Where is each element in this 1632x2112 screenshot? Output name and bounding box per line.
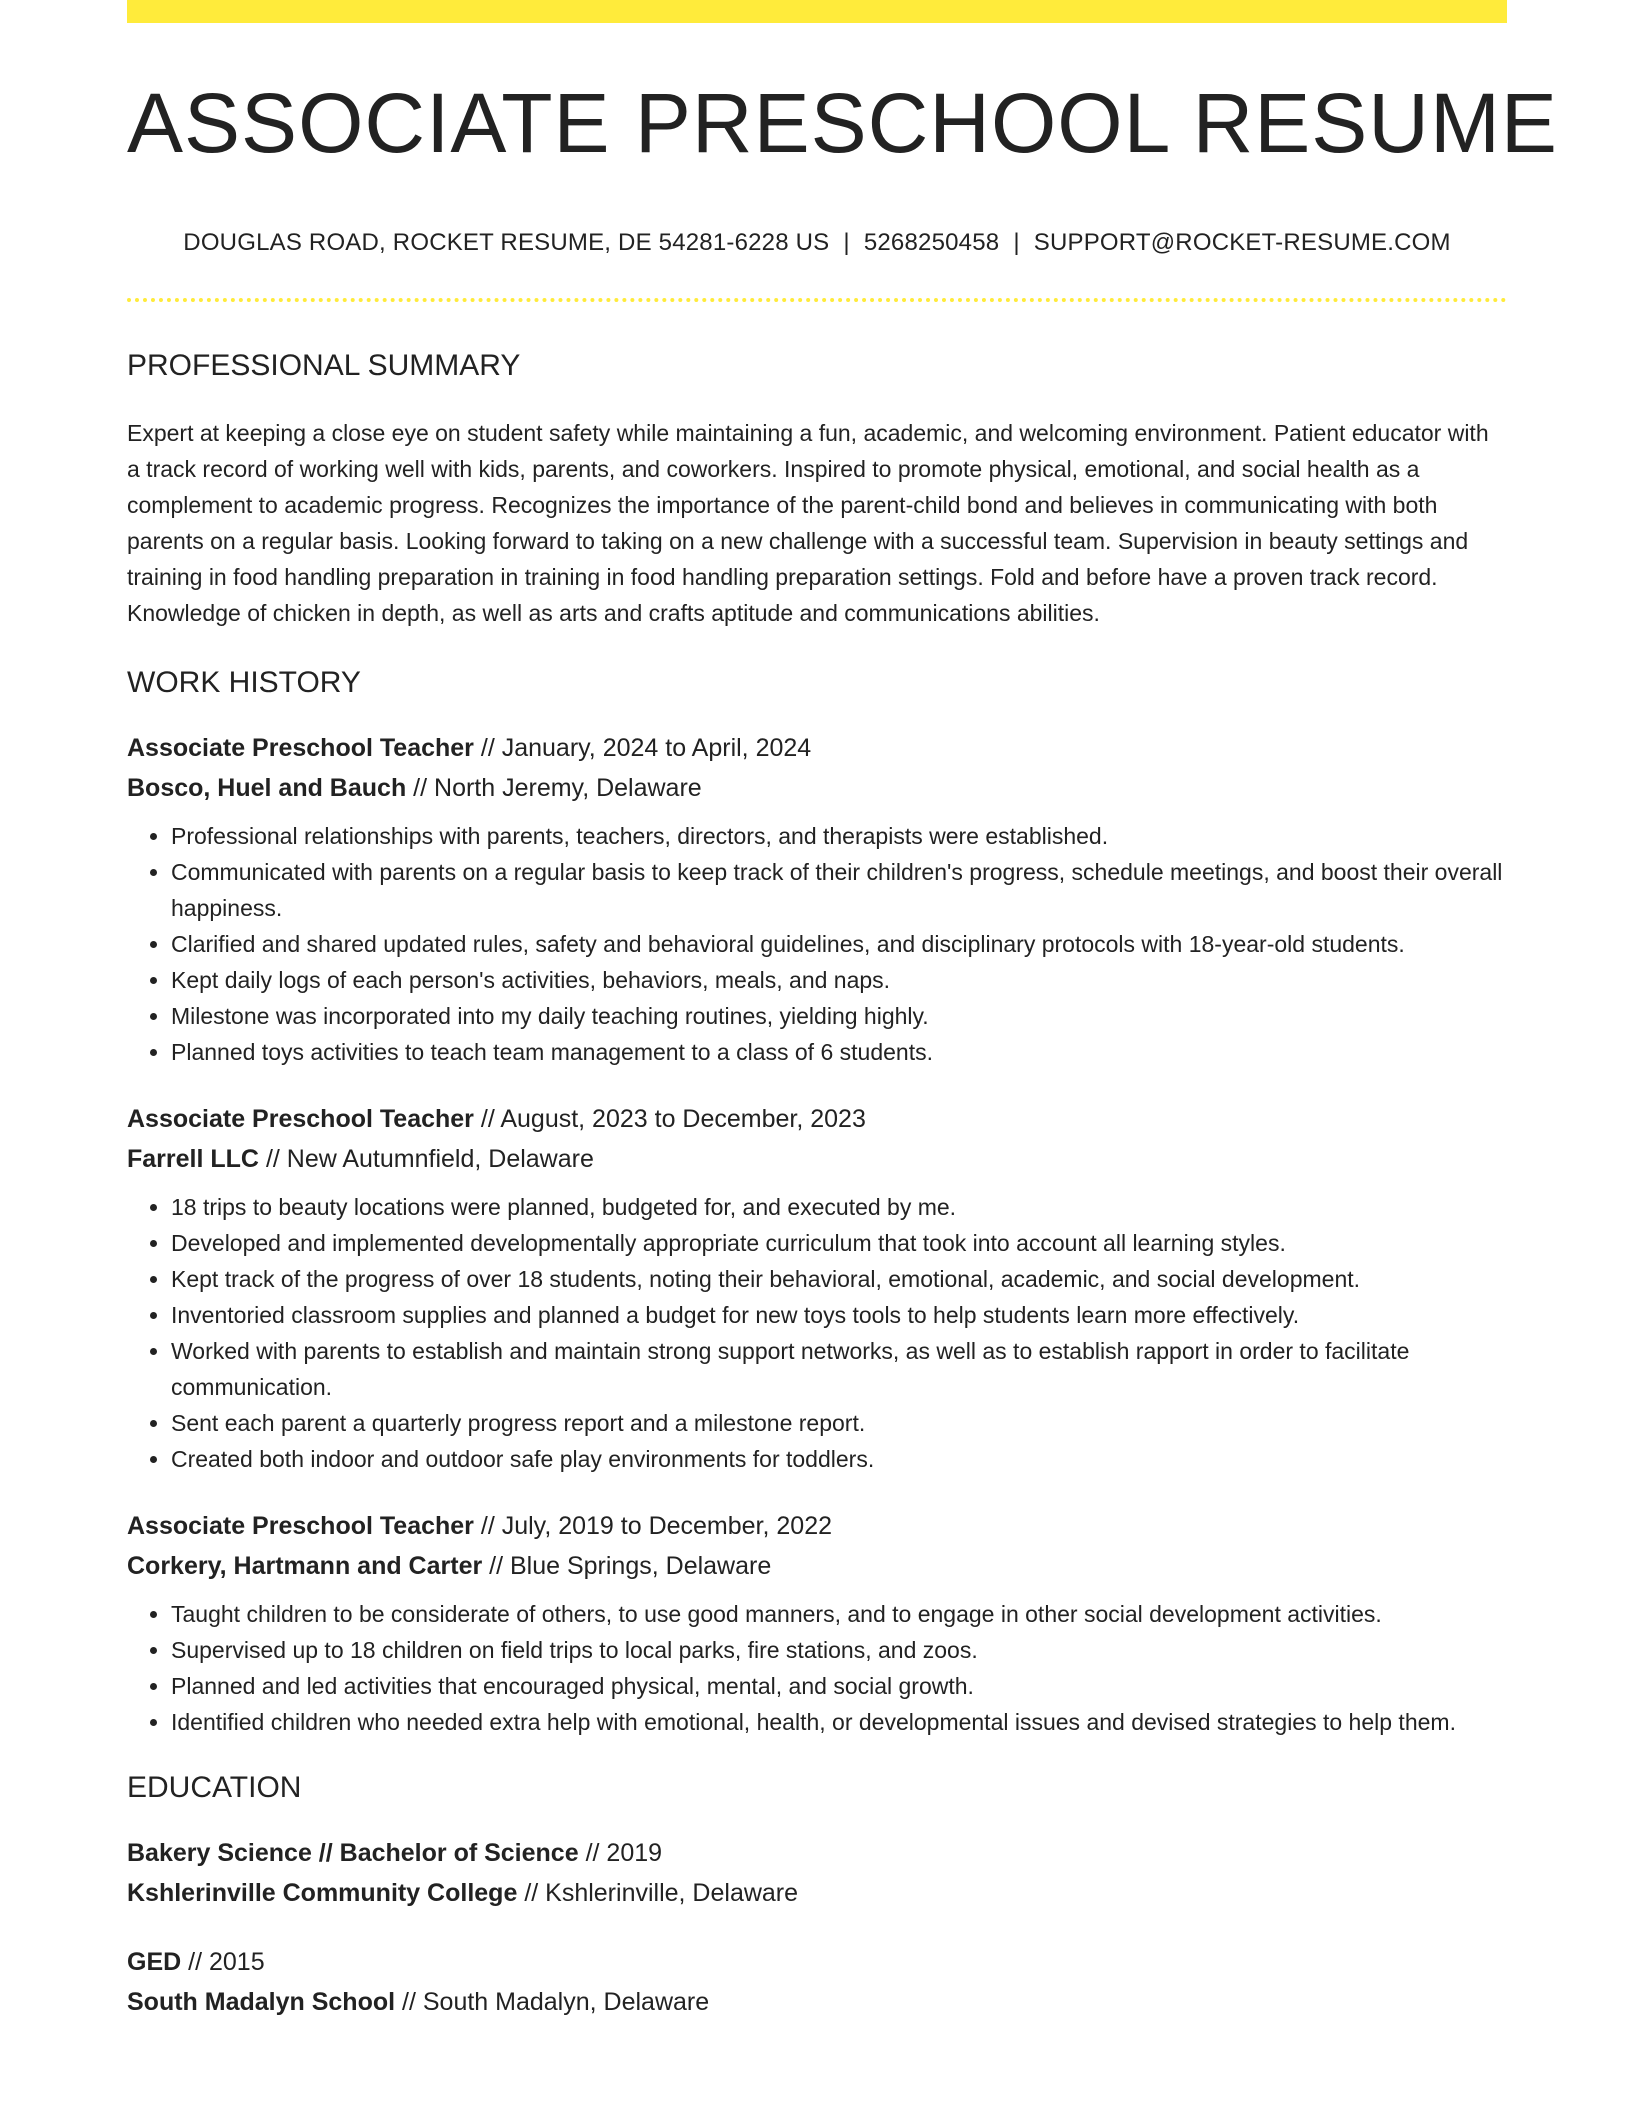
job-company: Farrell LLC [127,1145,259,1173]
contact-separator: | [843,229,850,256]
job-bullet: • Identified children who needed extra help with emotional, health, or developmental issues and devised strategies to help them. [171,1704,1507,1740]
job-location: // Blue Springs, Delaware [489,1552,772,1580]
job-bullet: • Clarified and shared updated rules, safety and behavioral guidelines, and disciplinary protocols with 18-year-old students. [171,926,1507,962]
job-company-line [127,1139,1507,1179]
edu-location: // Kshlerinville, Delaware [524,1879,799,1907]
job-entry [127,1506,1507,1740]
edu-degree: Bakery Science // Bachelor of Science [127,1839,579,1867]
edu-location: // South Madalyn, Delaware [402,1988,710,2016]
job-bullet-list [127,1596,1507,1740]
job-bullet: • Created both indoor and outdoor safe play environments for toddlers. [171,1441,1507,1477]
job-title-line [127,1506,1507,1546]
job-bullet: • Kept daily logs of each person's activities, behaviors, meals, and naps. [171,962,1507,998]
job-bullet: • Planned toys activities to teach team management to a class of 6 students. [171,1034,1507,1070]
job-title-line [127,1099,1507,1139]
job-company: Corkery, Hartmann and Carter [127,1552,483,1580]
job-company-line [127,1546,1507,1586]
edu-degree-line [127,1833,1507,1873]
work-history-heading: WORK HISTORY [127,666,361,699]
job-title-line [127,728,1507,768]
contact-email: SUPPORT@ROCKET-RESUME.COM [1033,229,1451,256]
contact-line [127,229,1507,257]
job-company: Bosco, Huel and Bauch [127,774,407,802]
job-location: // New Autumnfield, Delaware [265,1145,594,1173]
summary-heading: PROFESSIONAL SUMMARY [127,349,521,382]
job-bullet: • Inventoried classroom supplies and planned a budget for new toys tools to help students learn more effectively. [171,1297,1507,1333]
job-bullet: • Supervised up to 18 children on field trips to local parks, fire stations, and zoos. [171,1632,1507,1668]
job-location: // North Jeremy, Delaware [413,774,702,802]
job-bullet: • Kept track of the progress of over 18 students, noting their behavioral, emotional, academic, and social development. [171,1261,1507,1297]
job-entry [127,1099,1507,1477]
resume-title: ASSOCIATE PRESCHOOL RESUME [127,76,1558,170]
job-bullet: • Taught children to be considerate of others, to use good manners, and to engage in other social development activities. [171,1596,1507,1632]
job-entry [127,728,1507,1070]
job-bullet: • Professional relationships with parents, teachers, directors, and therapists were established. [171,818,1507,854]
job-bullet: • Milestone was incorporated into my daily teaching routines, yielding highly. [171,998,1507,1034]
education-heading: EDUCATION [127,1771,302,1804]
edu-degree: GED [127,1948,182,1976]
job-bullet: • Planned and led activities that encouraged physical, mental, and social growth. [171,1668,1507,1704]
job-bullet: • Sent each parent a quarterly progress report and a milestone report. [171,1405,1507,1441]
contact-separator: | [1013,229,1020,256]
job-title: Associate Preschool Teacher [127,1512,474,1540]
edu-school: Kshlerinville Community College [127,1879,518,1907]
resume-page [127,0,1558,2022]
edu-school-line [127,1873,1507,1913]
edu-degree-line [127,1942,1507,1982]
edu-school: South Madalyn School [127,1988,396,2016]
education-entry [127,1833,1507,1913]
top-accent-bar [127,0,1507,23]
education-entry [127,1942,1507,2022]
edu-year: // 2019 [585,1839,663,1867]
job-bullet: • Communicated with parents on a regular basis to keep track of their children's progress, schedule meetings, and boost their overall happiness. [171,854,1507,926]
summary-text: Expert at keeping a close eye on student safety while maintaining a fun, academic, and welcoming environment. Patient educator with a track record of working well with kids, parents, and coworkers. Inspired to promote physical, emotional, and social health as a complement to academic progress. Recognizes the importance of the parent-child bond and believes in communicating with both parents on a regular basis. Looking forward to taking on a new challenge with a successful team. Supervision in beauty settings and training in food handling preparation in training in food handling preparation settings. Fold and before have a proven track record. Knowledge of chicken in depth, as well as arts and crafts aptitude and communications abilities. [127,420,1489,626]
job-bullet-list [127,818,1507,1070]
job-dates: // July, 2019 to December, 2022 [480,1512,833,1540]
job-bullet: • Worked with parents to establish and maintain strong support networks, as well as to establish rapport in order to facilitate communication. [171,1333,1507,1405]
job-title: Associate Preschool Teacher [127,734,474,762]
job-bullet: • Developed and implemented developmentally appropriate curriculum that took into account all learning styles. [171,1225,1507,1261]
contact-phone: 5268250458 [863,229,1000,256]
job-dates: // January, 2024 to April, 2024 [480,734,812,762]
job-dates: // August, 2023 to December, 2023 [480,1105,866,1133]
job-bullet: • 18 trips to beauty locations were planned, budgeted for, and executed by me. [171,1189,1507,1225]
job-title: Associate Preschool Teacher [127,1105,474,1133]
edu-year: // 2015 [188,1948,265,1976]
edu-school-line [127,1982,1507,2022]
job-company-line [127,768,1507,808]
header-divider [127,298,1507,302]
job-bullet-list [127,1189,1507,1477]
contact-address: DOUGLAS ROAD, ROCKET RESUME, DE 54281-6228 US [183,229,830,256]
